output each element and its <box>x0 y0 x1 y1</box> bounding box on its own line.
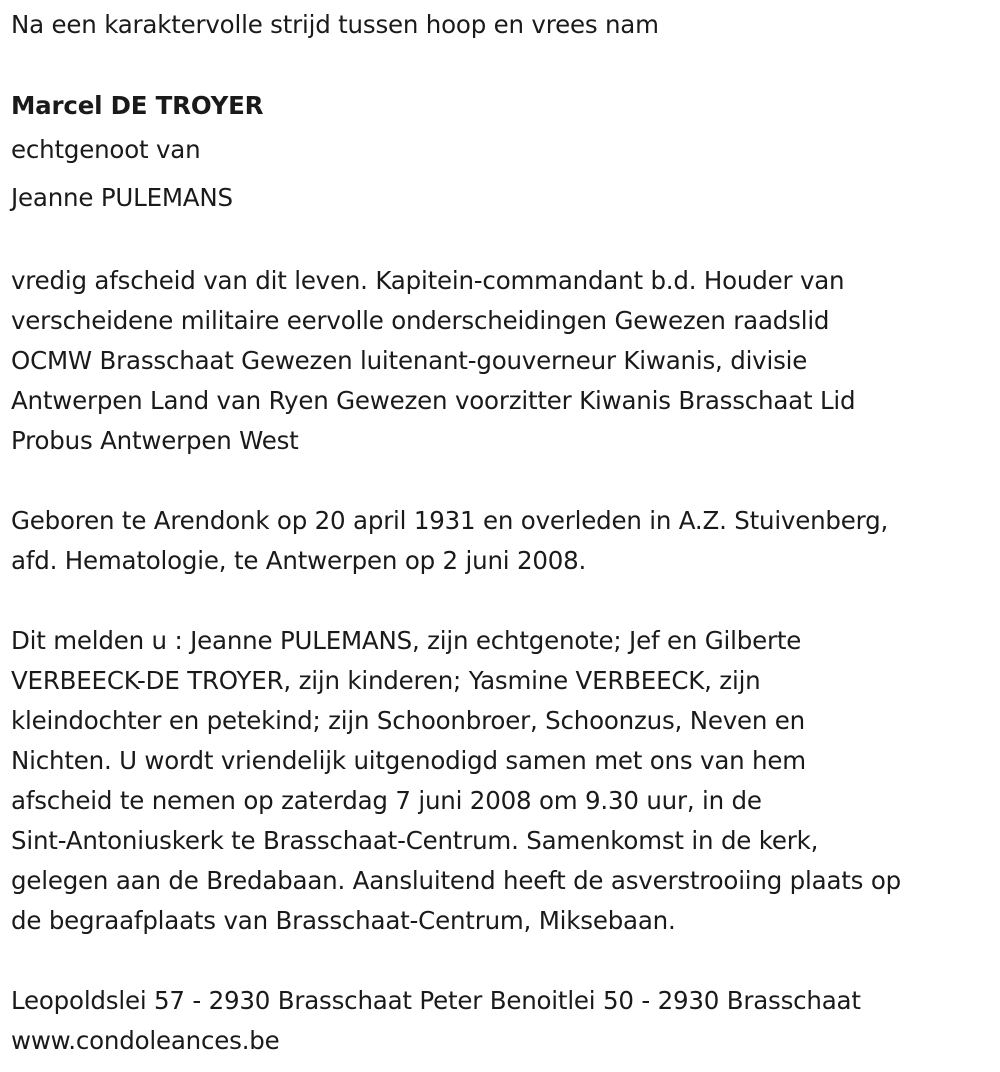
announcement-line: kleindochter en petekind; zijn Schoonbroer, Schoonzus, Neven en <box>11 706 806 735</box>
announcement-line: afscheid te nemen op zaterdag 7 juni 2008 om 9.30 uur, in de <box>11 786 762 815</box>
announcement-line: Dit melden u : Jeanne PULEMANS, zijn echtgenote; Jef en Gilberte <box>11 626 802 655</box>
biography-line: Probus Antwerpen West <box>11 426 299 455</box>
birth-death-line: afd. Hematologie, te Antwerpen op 2 juni 2008. <box>11 546 587 575</box>
biography-line: vredig afscheid van dit leven. Kapitein-commandant b.d. Houder van <box>11 266 845 295</box>
biography-line: Antwerpen Land van Ryen Gewezen voorzitter Kiwanis Brasschaat Lid <box>11 386 856 415</box>
spouse-name: Jeanne PULEMANS <box>11 183 233 212</box>
announcement-line: VERBEECK-DE TROYER, zijn kinderen; Yasmine VERBEECK, zijn <box>11 666 761 695</box>
announcement-line: Sint-Antoniuskerk te Brasschaat-Centrum. Samenkomst in de kerk, <box>11 826 819 855</box>
address-line: Leopoldslei 57 - 2930 Brasschaat Peter Benoitlei 50 - 2930 Brasschaat <box>11 986 861 1015</box>
announcement-line: gelegen aan de Bredabaan. Aansluitend heeft de asverstrooiing plaats op <box>11 866 901 895</box>
intro-line: Na een karaktervolle strijd tussen hoop en vrees nam <box>11 10 659 39</box>
announcement-paragraph <box>11 621 901 941</box>
biography-line: OCMW Brasschaat Gewezen luitenant-gouverneur Kiwanis, divisie <box>11 346 808 375</box>
announcement-line: Nichten. U wordt vriendelijk uitgenodigd samen met ons van hem <box>11 746 806 775</box>
announcement-line: de begraafplaats van Brasschaat-Centrum, Miksebaan. <box>11 906 676 935</box>
biography-line: verscheidene militaire eervolle onderscheidingen Gewezen raadslid <box>11 306 830 335</box>
biography-paragraph <box>11 261 855 461</box>
name-block <box>11 86 263 222</box>
website-text: www.condoleances.be <box>11 1026 280 1055</box>
address-paragraph <box>11 981 861 1061</box>
birth-death-line: Geboren te Arendonk op 20 april 1931 en overleden in A.Z. Stuivenberg, <box>11 506 889 535</box>
relation-text: echtgenoot van <box>11 135 201 164</box>
birth-death-paragraph <box>11 501 888 581</box>
deceased-name: Marcel DE TROYER <box>11 91 264 120</box>
